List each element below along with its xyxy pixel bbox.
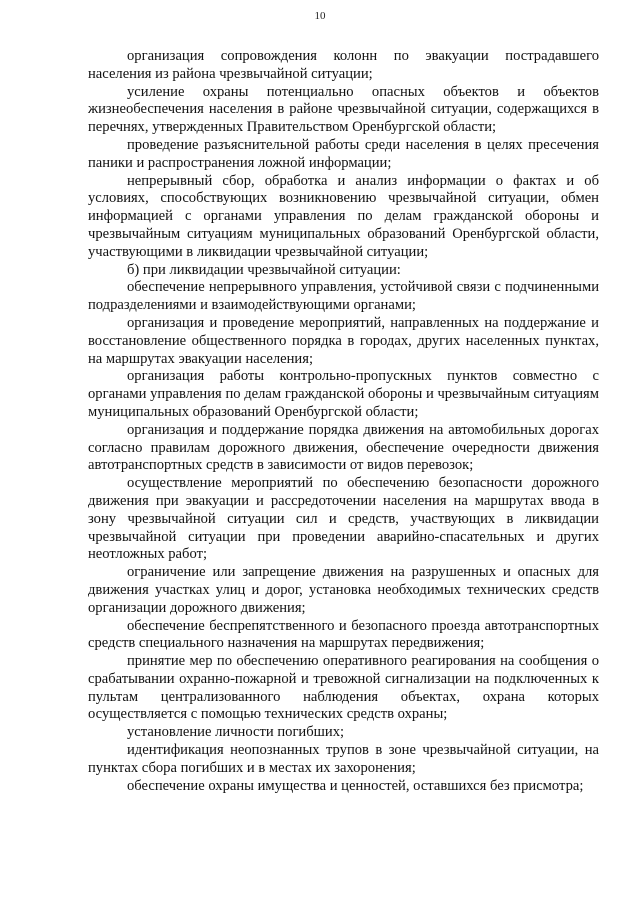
paragraph: обеспечение беспрепятственного и безопасного проезда автотранспортных средств специального назначения на маршрутах передвижения; [88, 617, 599, 652]
paragraph: организация и проведение мероприятий, направленных на поддержание и восстановление общественного порядка в городах, других населенных пунктах, на маршрутах эвакуации населения; [88, 314, 599, 367]
page-number: 10 [314, 10, 326, 22]
document-body [88, 48, 599, 795]
paragraph: ограничение или запрещение движения на разрушенных и опасных для движения участках улиц и дорог, установка необходимых технических средств организации дорожного движения; [88, 564, 599, 616]
paragraph: принятие мер по обеспечению оперативного реагирования на сообщения о срабатывании охранно-пожарной и тревожной сигнализации на подключенных к пультам централизованного наблюдения объектах, охрана которых осуществляется с помощью технических средств охраны; [88, 653, 599, 723]
paragraph: организация работы контрольно-пропускных пунктов совместно с органами управления по делам гражданской обороны и чрезвычайным ситуациям муниципальных образований Оренбургской области; [88, 368, 599, 420]
paragraph: обеспечение охраны имущества и ценностей, оставшихся без присмотра; [127, 777, 584, 794]
paragraph: проведение разъяснительной работы среди населения в целях пресечения паники и распространения ложной информации; [88, 136, 599, 171]
paragraph-subheading: б) при ликвидации чрезвычайной ситуации: [127, 261, 401, 278]
paragraph: осуществление мероприятий по обеспечению безопасности дорожного движения при эвакуации и рассредоточении населения на маршрутах ввода в зону чрезвычайной ситуации сил и средств, участвующих в ликвидации чрезвычайной ситуации при проведении аварийно-спасательных и других неотложных работ; [88, 475, 599, 563]
paragraph: организация и поддержание порядка движения на автомобильных дорогах согласно правилам дорожного движения, обеспечение очередности движения автотранспортных средств в зависимости от видов перевозок; [88, 421, 599, 474]
paragraph: организация сопровождения колонн по эвакуации пострадавшего населения из района чрезвычайной ситуации; [88, 48, 599, 82]
paragraph: усиление охраны потенциально опасных объектов и объектов жизнеобеспечения населения в районе чрезвычайной ситуации, содержащихся в перечнях, утвержденных Правительством Оренбургской области; [88, 83, 599, 136]
paragraph: обеспечение непрерывного управления, устойчивой связи с подчиненными подразделениями и взаимодействующими органами; [88, 279, 599, 314]
paragraph: установление личности погибших; [127, 724, 345, 741]
paragraph: непрерывный сбор, обработка и анализ информации о фактах и об условиях, способствующих возникновению чрезвычайной ситуации, обмен информацией с органами управления по делам гражданской обороны и чрезвычайным ситуациям муниципальных образований Оренбургской области, участвующими в ликвидации чрезвычайной ситуации; [88, 172, 599, 260]
paragraph: идентификация неопознанных трупов в зоне чрезвычайной ситуации, на пунктах сбора погибших и в местах их захоронения; [88, 742, 599, 776]
